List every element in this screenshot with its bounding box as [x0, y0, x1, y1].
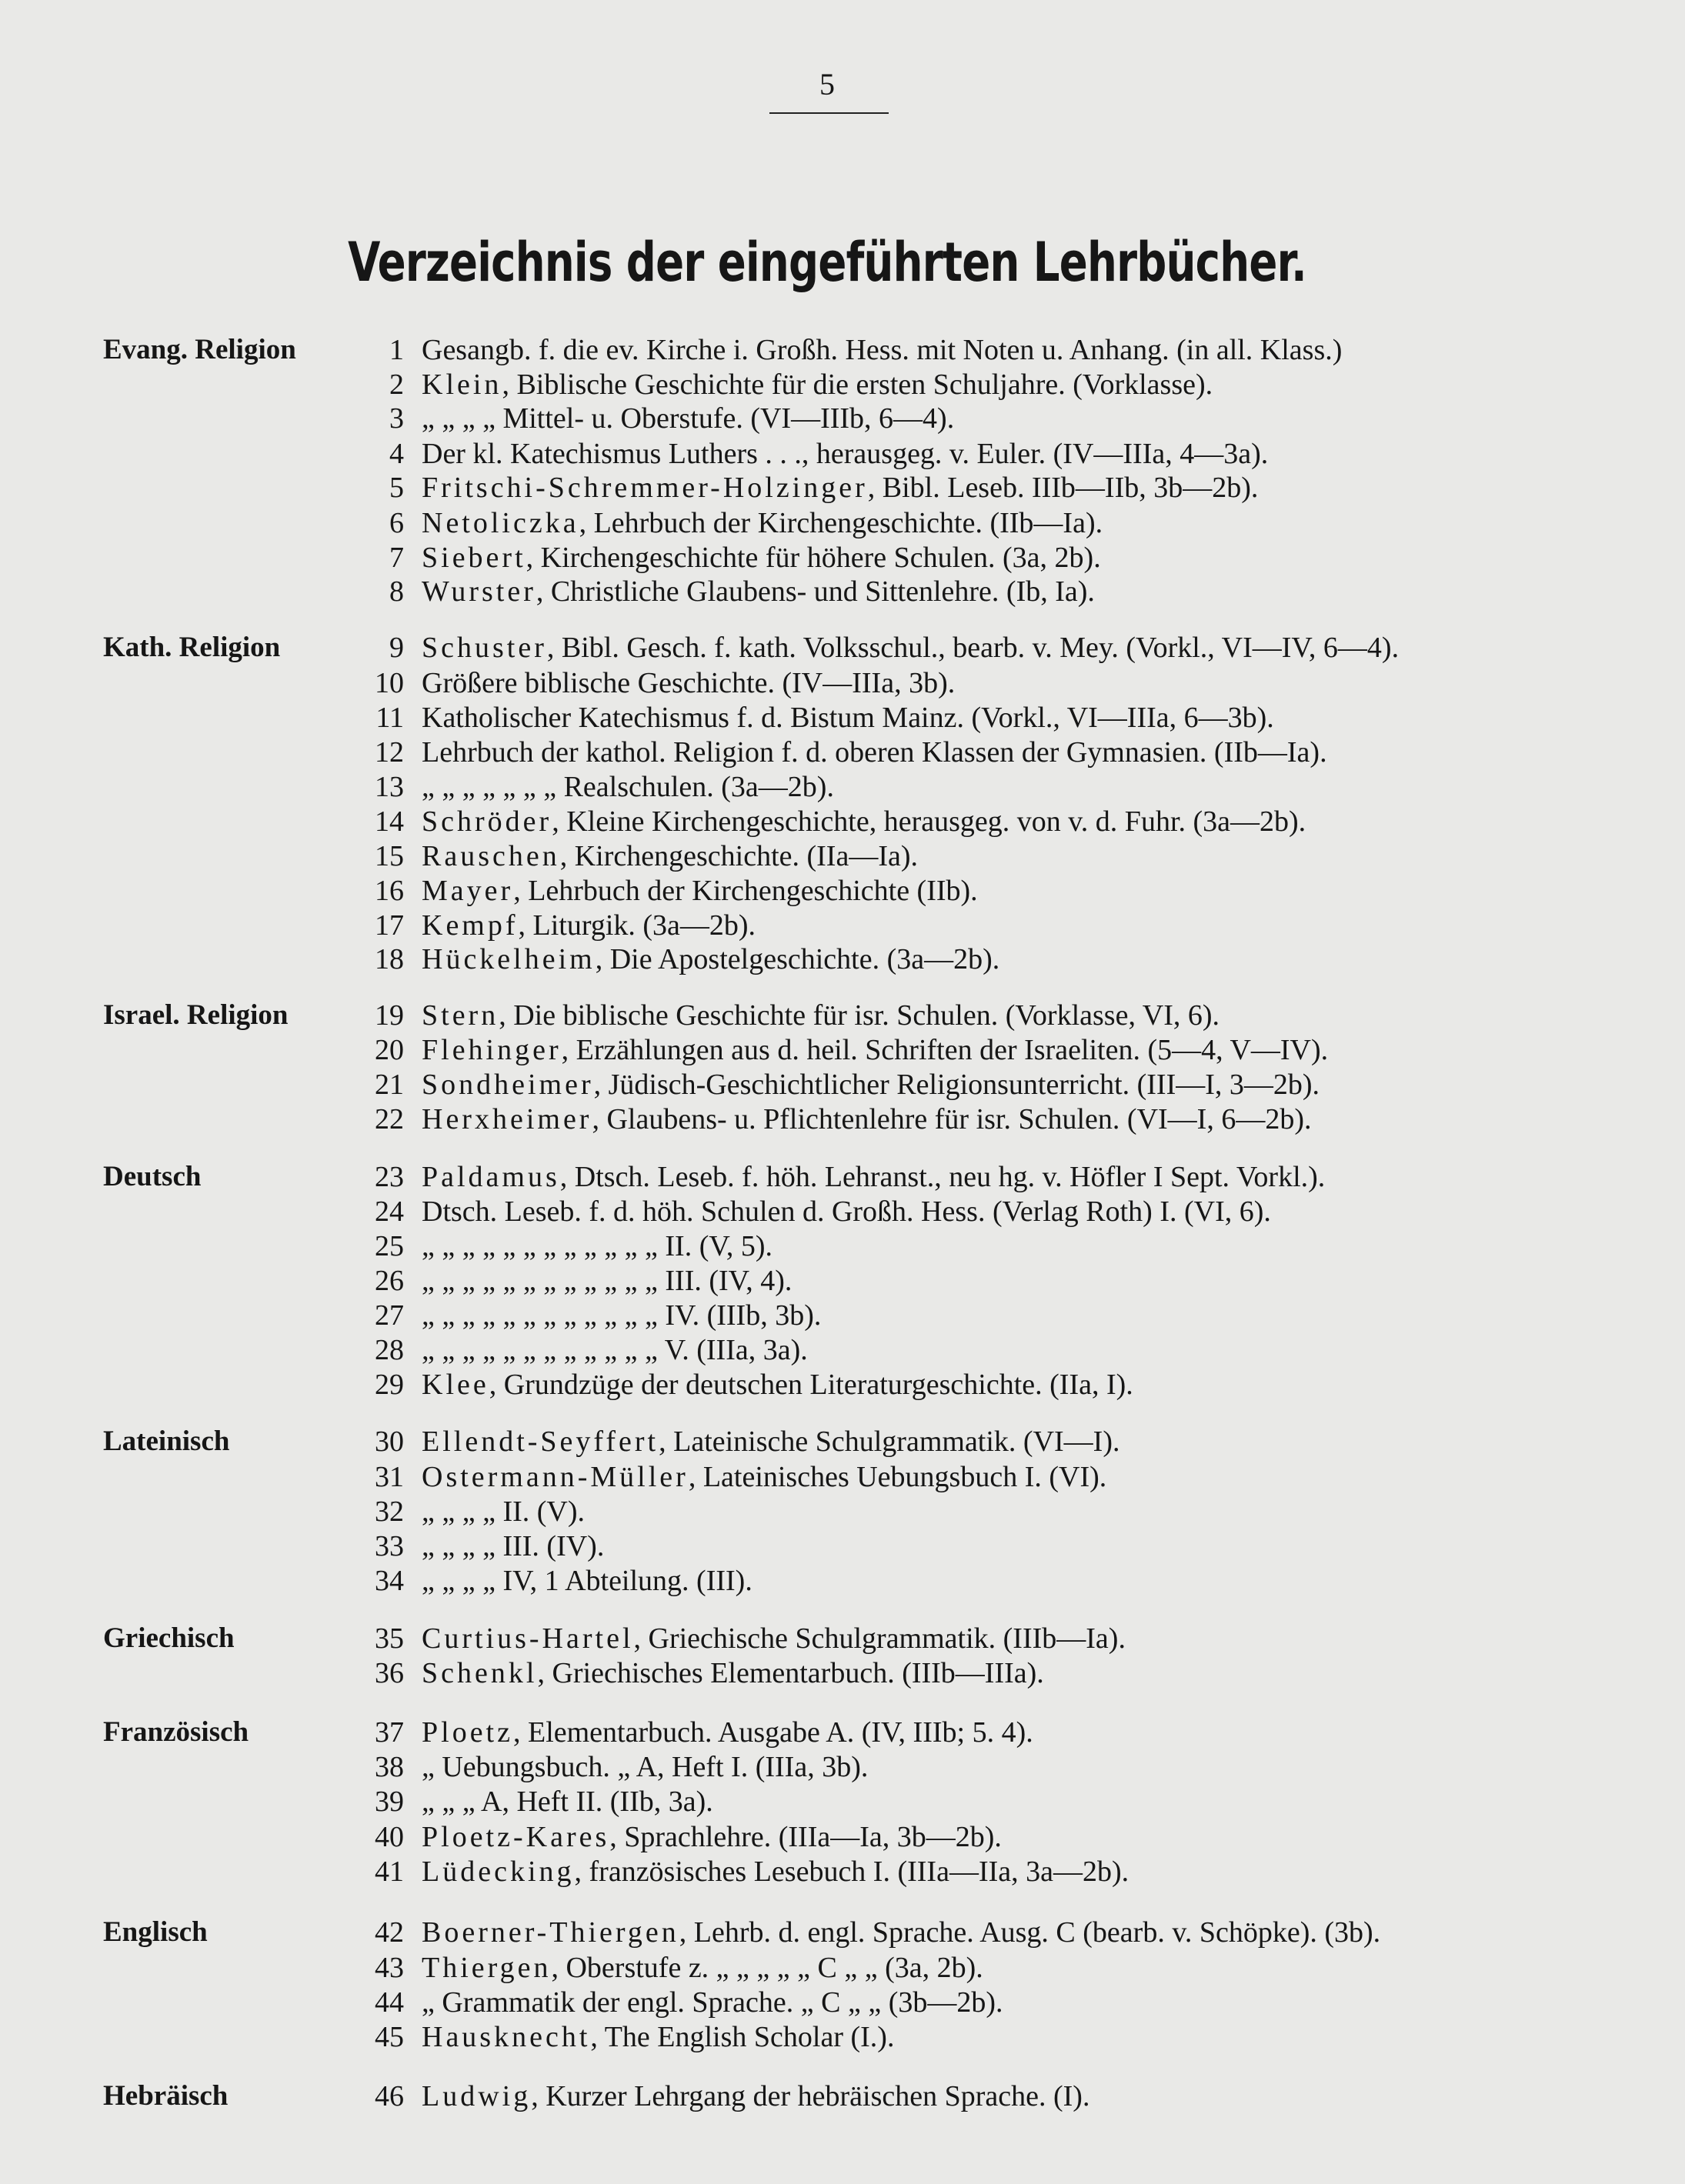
entry-text [422, 471, 1258, 505]
entry-description: „ „ „ „ IV, 1 Abteilung. (III). [422, 1565, 752, 1597]
entry-author: Schuster [422, 632, 547, 664]
subject-label: Evang. Religion [103, 334, 296, 365]
entry-number: 27 [375, 1299, 404, 1332]
entry-description: , Lehrbuch der Kirchengeschichte (IIb). [513, 875, 978, 907]
entry-description: „ „ „ A, Heft II. (IIb, 3a). [422, 1786, 713, 1818]
entry-text [422, 735, 1327, 769]
entry-number: 45 [375, 2021, 404, 2053]
subject-label: Englisch [103, 1916, 208, 1948]
entry-text [422, 1716, 1033, 1749]
entry-text [422, 999, 1220, 1032]
entry-description: , Bibl. Gesch. f. kath. Volksschul., bearb. v. Mey. (Vorkl., VI—IV, 6—4). [546, 632, 1400, 664]
entry-author: Paldamus [422, 1161, 560, 1193]
entry-number: 29 [375, 1369, 404, 1401]
entry-author: Ellendt-Seyffert [422, 1425, 659, 1458]
entry-description: , Kirchengeschichte für höhere Schulen. (3a, 2b). [526, 542, 1101, 574]
entry-number: 16 [375, 875, 404, 907]
entry-text [422, 1529, 604, 1563]
entry-number: 42 [375, 1916, 404, 1949]
entry-description: , Lateinisches Uebungsbuch I. (VI). [688, 1461, 1107, 1493]
entry-text [422, 1656, 1044, 1690]
entry-text [422, 1299, 821, 1332]
entry-text [422, 1264, 792, 1298]
entry-description: , Lateinische Schulgrammatik. (VI—I). [659, 1425, 1120, 1458]
entry-number: 1 [389, 334, 404, 366]
entry-number: 26 [375, 1265, 404, 1297]
entry-text [422, 1785, 713, 1819]
entry-number: 8 [389, 575, 404, 608]
entry-number: 6 [389, 507, 404, 539]
entry-number: 35 [375, 1622, 404, 1655]
entry-number: 10 [375, 667, 404, 699]
entry-description: „ „ „ „ „ „ „ „ „ „ „ „ V. (IIIa, 3a). [422, 1334, 808, 1366]
entry-text [422, 1916, 1380, 1949]
entry-text [422, 2020, 894, 2054]
entry-number: 21 [375, 1069, 404, 1101]
entry-author: Curtius-Hartel [422, 1622, 634, 1655]
entry-description: „ „ „ „ „ „ „ „ „ „ „ „ IV. (IIIb, 3b). [422, 1299, 822, 1332]
entry-number: 20 [375, 1034, 404, 1066]
entry-description: , Kleine Kirchengeschichte, herausgeg. von v. d. Fuhr. (3a—2b). [552, 805, 1306, 838]
entry-number: 30 [375, 1425, 404, 1458]
entry-author: Netoliczka [422, 507, 579, 539]
entry-text [422, 402, 954, 435]
entry-description: , Dtsch. Leseb. f. höh. Lehranst., neu hg. v. Höfler I Sept. Vorkl.). [559, 1161, 1326, 1193]
entry-author: Fritschi-Schremmer-Holzinger [422, 472, 868, 504]
entry-author: Siebert [422, 542, 526, 574]
entry-text [422, 1986, 1003, 2019]
entry-number: 17 [375, 909, 404, 942]
entry-author: Thiergen [422, 1952, 552, 1984]
entry-description: „ „ „ „ II. (V). [422, 1495, 586, 1528]
entry-author: Ludwig [422, 2080, 532, 2112]
entry-author: Kempf [422, 909, 519, 942]
page-title: Verzeichnis der eingeführten Lehrbücher. [348, 231, 1306, 294]
entry-description: , Kirchengeschichte. (IIa—Ia). [559, 840, 918, 872]
entry-text [422, 770, 834, 804]
entry-author: Hausknecht [422, 2021, 591, 2053]
entry-description: , Lehrbuch der Kirchengeschichte. (IIb—Ia). [579, 507, 1103, 539]
entry-description: , französisches Lesebuch I. (IIIa—IIa, 3a—2b). [574, 1856, 1129, 1888]
entry-text [422, 1368, 1133, 1402]
entry-text [422, 805, 1306, 839]
entry-number: 24 [375, 1195, 404, 1228]
entry-description: , Christliche Glaubens- und Sittenlehre. (Ib, Ia). [536, 575, 1095, 608]
entry-text [422, 1951, 983, 1985]
entry-author: Schröder [422, 805, 552, 838]
entry-description: Lehrbuch der kathol. Religion f. d. oberen Klassen der Gymnasien. (IIb—Ia). [422, 736, 1327, 769]
subject-label: Deutsch [103, 1161, 202, 1192]
entry-number: 31 [375, 1461, 404, 1493]
entry-text [422, 1855, 1129, 1889]
entry-author: Flehinger [422, 1034, 562, 1066]
entry-text [422, 909, 756, 942]
entry-description: , Griechische Schulgrammatik. (IIIb—Ia). [633, 1622, 1126, 1655]
entry-number: 44 [375, 1986, 404, 2019]
entry-text [422, 333, 1342, 367]
entry-number: 40 [375, 1821, 404, 1853]
entry-author: Mayer [422, 875, 514, 907]
entry-text [422, 942, 999, 976]
entry-number: 4 [389, 438, 404, 470]
entry-number: 36 [375, 1657, 404, 1689]
entry-author: Lüdecking [422, 1856, 575, 1888]
entry-text [422, 1068, 1320, 1102]
entry-description: , Jüdisch-Geschichtlicher Religionsunterricht. (III—I, 3—2b). [593, 1069, 1320, 1101]
entry-author: Ploetz [422, 1716, 513, 1749]
entry-number: 43 [375, 1952, 404, 1984]
entry-author: Boerner-Thiergen [422, 1916, 679, 1949]
entry-number: 9 [389, 632, 404, 664]
entry-number: 32 [375, 1495, 404, 1528]
entry-author: Klee [422, 1369, 489, 1401]
entry-text [422, 575, 1095, 609]
entry-text [422, 1564, 752, 1598]
entry-author: Herxheimer [422, 1103, 592, 1135]
entry-text [422, 1160, 1325, 1194]
entry-author: Ploetz-Kares [422, 1821, 610, 1853]
entry-description: , Glaubens- u. Pflichtenlehre für isr. Schulen. (VI—I, 6—2b). [592, 1103, 1312, 1135]
entry-text [422, 1750, 868, 1784]
entry-number: 12 [375, 736, 404, 769]
entry-text [422, 631, 1399, 665]
entry-author: Ostermann-Müller [422, 1461, 689, 1493]
entry-number: 25 [375, 1230, 404, 1262]
entry-description: „ „ „ „ „ „ „ „ „ „ „ „ II. (V, 5). [422, 1230, 773, 1262]
entry-number: 41 [375, 1856, 404, 1888]
entry-text [422, 437, 1268, 471]
entry-text [422, 1425, 1119, 1459]
page-number-rule [769, 112, 889, 114]
entry-text [422, 1102, 1311, 1136]
entry-description: „ Grammatik der engl. Sprache. „ C „ „ (3b—2b). [422, 1986, 1003, 2019]
entry-number: 2 [389, 368, 404, 401]
entry-text [422, 1622, 1126, 1656]
entry-text [422, 1820, 1002, 1854]
subject-label: Israel. Religion [103, 999, 289, 1031]
entry-description: , Oberstufe z. „ „ „ „ „ C „ „ (3a, 2b). [551, 1952, 983, 1984]
entry-text [422, 701, 1274, 735]
entry-description: „ „ „ „ „ „ „ „ „ „ „ „ III. (IV, 4). [422, 1265, 792, 1297]
entry-number: 13 [375, 771, 404, 803]
entry-author: Stern [422, 999, 499, 1032]
entry-number: 11 [375, 702, 404, 734]
entry-number: 18 [375, 943, 404, 975]
entry-description: , Griechisches Elementarbuch. (IIIb—IIIa). [537, 1657, 1044, 1689]
subject-label: Griechisch [103, 1622, 235, 1654]
entry-description: , Liturgik. (3a—2b). [518, 909, 756, 942]
entry-description: , The English Scholar (I.). [590, 2021, 895, 2053]
entry-number: 15 [375, 840, 404, 872]
entry-number: 3 [389, 402, 404, 435]
entry-author: Rauschen [422, 840, 560, 872]
entry-description: , Bibl. Leseb. IIIb—IIb, 3b—2b). [867, 472, 1259, 504]
entry-description: , Lehrb. d. engl. Sprache. Ausg. C (bearb. v. Schöpke). (3b). [679, 1916, 1381, 1949]
entry-text [422, 1495, 585, 1529]
entry-author: Schenkl [422, 1657, 538, 1689]
entry-description: „ „ „ „ III. (IV). [422, 1530, 605, 1562]
entry-number: 22 [375, 1103, 404, 1135]
entry-author: Wurster [422, 575, 536, 608]
entry-text [422, 1033, 1328, 1067]
subject-label: Hebräisch [103, 2080, 229, 2112]
subject-label: Lateinisch [103, 1425, 230, 1457]
entry-text [422, 541, 1101, 575]
entry-description: , Erzählungen aus d. heil. Schriften der Israeliten. (5—4, V—IV). [561, 1034, 1329, 1066]
entry-text [422, 839, 918, 873]
entry-text [422, 666, 955, 700]
entry-description: „ „ „ „ „ „ „ Realschulen. (3a—2b). [422, 771, 834, 803]
entry-number: 23 [375, 1161, 404, 1193]
entry-description: , Grundzüge der deutschen Literaturgeschichte. (IIa, I). [489, 1369, 1133, 1401]
entry-number: 37 [375, 1716, 404, 1749]
entry-description: , Die biblische Geschichte für isr. Schulen. (Vorklasse, VI, 6). [499, 999, 1220, 1032]
entry-text [422, 1333, 808, 1367]
page-number: 5 [819, 67, 835, 102]
entry-text [422, 2079, 1089, 2113]
entry-number: 7 [389, 542, 404, 574]
entry-description: Größere biblische Geschichte. (IV—IIIa, 3b). [422, 667, 956, 699]
entry-number: 34 [375, 1565, 404, 1597]
entry-text [422, 1460, 1106, 1494]
entry-description: , Kurzer Lehrgang der hebräischen Sprache. (I). [531, 2080, 1090, 2112]
entry-description: , Die Apostelgeschichte. (3a—2b). [595, 943, 1000, 975]
entry-number: 46 [375, 2080, 404, 2112]
entry-author: Sondheimer [422, 1069, 594, 1101]
entry-text [422, 506, 1103, 540]
entry-number: 38 [375, 1751, 404, 1783]
entry-description: , Elementarbuch. Ausgabe A. (IV, IIIb; 5. 4). [512, 1716, 1033, 1749]
entry-description: Dtsch. Leseb. f. d. höh. Schulen d. Großh. Hess. (Verlag Roth) I. (VI, 6). [422, 1195, 1271, 1228]
subject-label: Kath. Religion [103, 632, 281, 663]
entry-description: „ Uebungsbuch. „ A, Heft I. (IIIa, 3b). [422, 1751, 869, 1783]
subject-label: Französisch [103, 1716, 249, 1748]
entry-number: 33 [375, 1530, 404, 1562]
entry-text [422, 368, 1213, 402]
entry-description: Der kl. Katechismus Luthers . . ., herausgeg. v. Euler. (IV—IIIa, 4—3a). [422, 438, 1269, 470]
entry-author: Hückelheim [422, 943, 596, 975]
entry-text [422, 1229, 772, 1263]
entry-number: 5 [389, 472, 404, 504]
entry-author: Klein [422, 368, 502, 401]
entry-description: , Sprachlehre. (IIIa—Ia, 3b—2b). [609, 1821, 1002, 1853]
entry-number: 39 [375, 1786, 404, 1818]
entry-description: Katholischer Katechismus f. d. Bistum Mainz. (Vorkl., VI—IIIa, 6—3b). [422, 702, 1274, 734]
entry-number: 28 [375, 1334, 404, 1366]
entry-number: 19 [375, 999, 404, 1032]
entry-description: , Biblische Geschichte für die ersten Schuljahre. (Vorklasse). [502, 368, 1213, 401]
entry-number: 14 [375, 805, 404, 838]
entry-text [422, 1195, 1271, 1229]
entry-text [422, 874, 978, 908]
entry-description: Gesangb. f. die ev. Kirche i. Großh. Hess. mit Noten u. Anhang. (in all. Klass.) [422, 334, 1343, 366]
entry-description: „ „ „ „ Mittel- u. Oberstufe. (VI—IIIb, 6—4). [422, 402, 955, 435]
